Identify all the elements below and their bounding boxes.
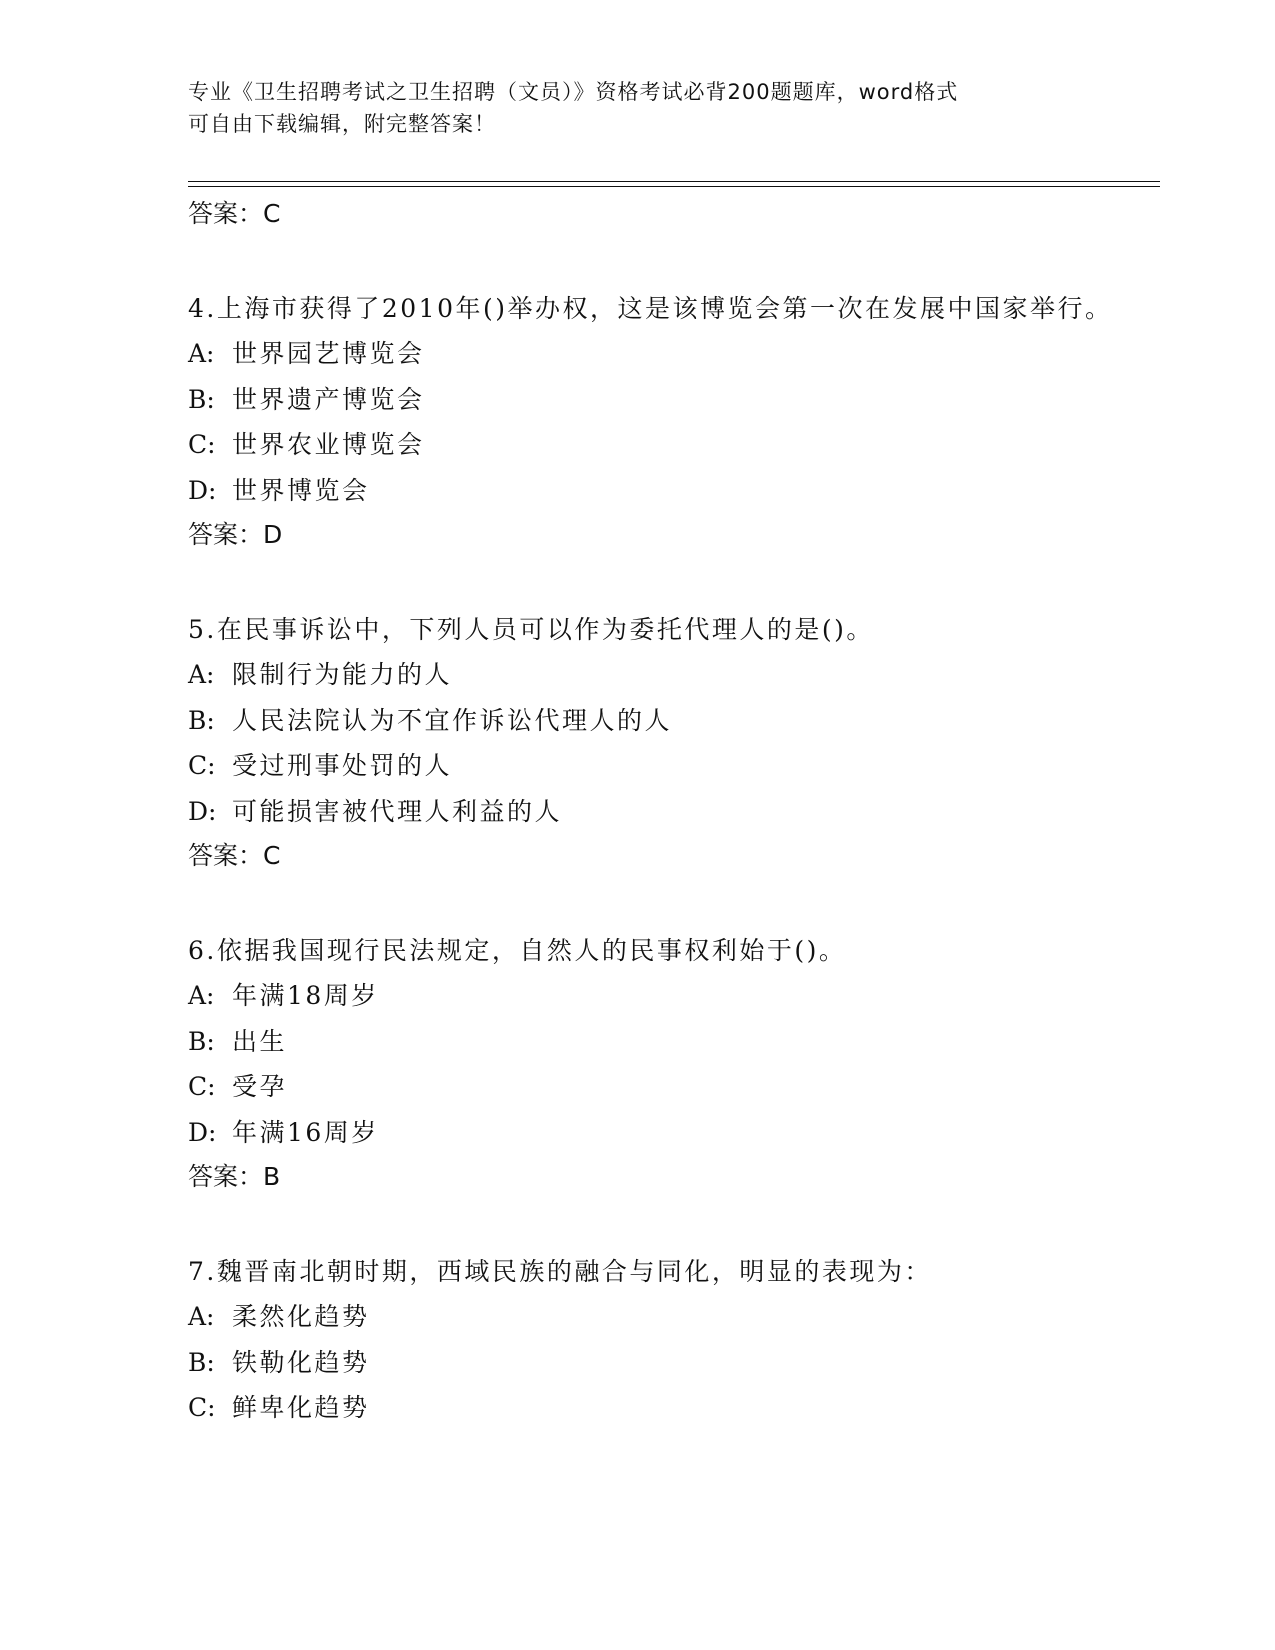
option-text: 人民法院认为不宜作诉讼代理人的人 <box>232 705 673 735</box>
answer-value: D <box>263 520 283 549</box>
option-key: D: <box>188 475 217 505</box>
header-divider-bottom <box>188 186 1160 187</box>
question-stem: 6.依据我国现行民法规定，自然人的民事权利始于()。 <box>188 936 847 965</box>
option-d <box>188 789 1128 835</box>
option-b <box>188 377 1128 423</box>
header-divider-top <box>188 181 1160 182</box>
answer-value: C <box>263 199 281 228</box>
question-list <box>188 192 1128 1431</box>
answer-line <box>188 196 1128 232</box>
option-text: 年满16周岁 <box>232 1117 379 1147</box>
answer-line <box>188 838 1128 874</box>
question-stem: 4.上海市获得了2010年()举办权，这是该博览会第一次在发展中国家举行。 <box>188 294 1113 323</box>
option-text: 受过刑事处罚的人 <box>232 751 453 780</box>
option-key: D: <box>188 796 217 826</box>
answer-line <box>188 1159 1128 1195</box>
answer-value: B <box>263 1162 281 1191</box>
option-b <box>188 698 1128 744</box>
question-stem: 5.在民事诉讼中，下列人员可以作为委托代理人的是()。 <box>188 615 874 644</box>
option-d <box>188 468 1128 514</box>
answer-label: 答案： <box>188 520 264 549</box>
option-text: 可能损害被代理人利益的人 <box>232 796 563 826</box>
question-block <box>188 928 1128 1195</box>
option-b <box>188 1340 1128 1386</box>
option-key: A: <box>188 981 215 1010</box>
option-key: B: <box>188 1026 215 1056</box>
option-c <box>188 422 1128 468</box>
option-a <box>188 973 1128 1019</box>
option-text: 世界农业博览会 <box>232 430 425 459</box>
header-line-2: 可自由下载编辑，附完整答案！ <box>188 112 496 136</box>
option-a <box>188 652 1128 698</box>
option-text: 世界园艺博览会 <box>232 339 425 368</box>
option-text: 铁勒化趋势 <box>232 1347 370 1377</box>
option-text: 柔然化趋势 <box>232 1302 370 1331</box>
question-stem: 7.魏晋南北朝时期，西域民族的融合与同化，明显的表现为： <box>188 1257 932 1286</box>
option-key: A: <box>188 339 215 368</box>
option-key: A: <box>188 660 215 689</box>
option-text: 世界博览会 <box>232 475 370 505</box>
option-text: 限制行为能力的人 <box>232 660 453 689</box>
document-header <box>188 76 1088 140</box>
question-block <box>188 286 1128 553</box>
option-key: C: <box>188 430 216 459</box>
answer-value: C <box>263 841 281 870</box>
header-line-1: 专业《卫生招聘考试之卫生招聘（文员）》资格考试必背200题题库，word格式 <box>188 80 959 104</box>
option-key: C: <box>188 751 216 780</box>
option-key: A: <box>188 1302 215 1331</box>
option-text: 世界遗产博览会 <box>232 384 425 414</box>
option-text: 鲜卑化趋势 <box>232 1393 370 1422</box>
option-text: 年满18周岁 <box>232 981 379 1010</box>
option-key: B: <box>188 1347 215 1377</box>
option-c <box>188 1064 1128 1110</box>
option-key: B: <box>188 705 215 735</box>
option-c <box>188 1385 1128 1431</box>
answer-label: 答案： <box>188 199 264 228</box>
option-a <box>188 331 1128 377</box>
option-key: B: <box>188 384 215 414</box>
question-block <box>188 607 1128 874</box>
option-text: 出生 <box>232 1026 288 1056</box>
answer-label: 答案： <box>188 841 264 870</box>
option-key: C: <box>188 1393 216 1422</box>
answer-line <box>188 517 1128 553</box>
option-c <box>188 743 1128 789</box>
option-key: C: <box>188 1072 216 1101</box>
option-text: 受孕 <box>232 1072 288 1101</box>
option-a <box>188 1294 1128 1340</box>
option-key: D: <box>188 1117 217 1147</box>
question-block <box>188 1249 1128 1431</box>
option-b <box>188 1019 1128 1065</box>
option-d <box>188 1110 1128 1156</box>
answer-label: 答案： <box>188 1162 264 1191</box>
